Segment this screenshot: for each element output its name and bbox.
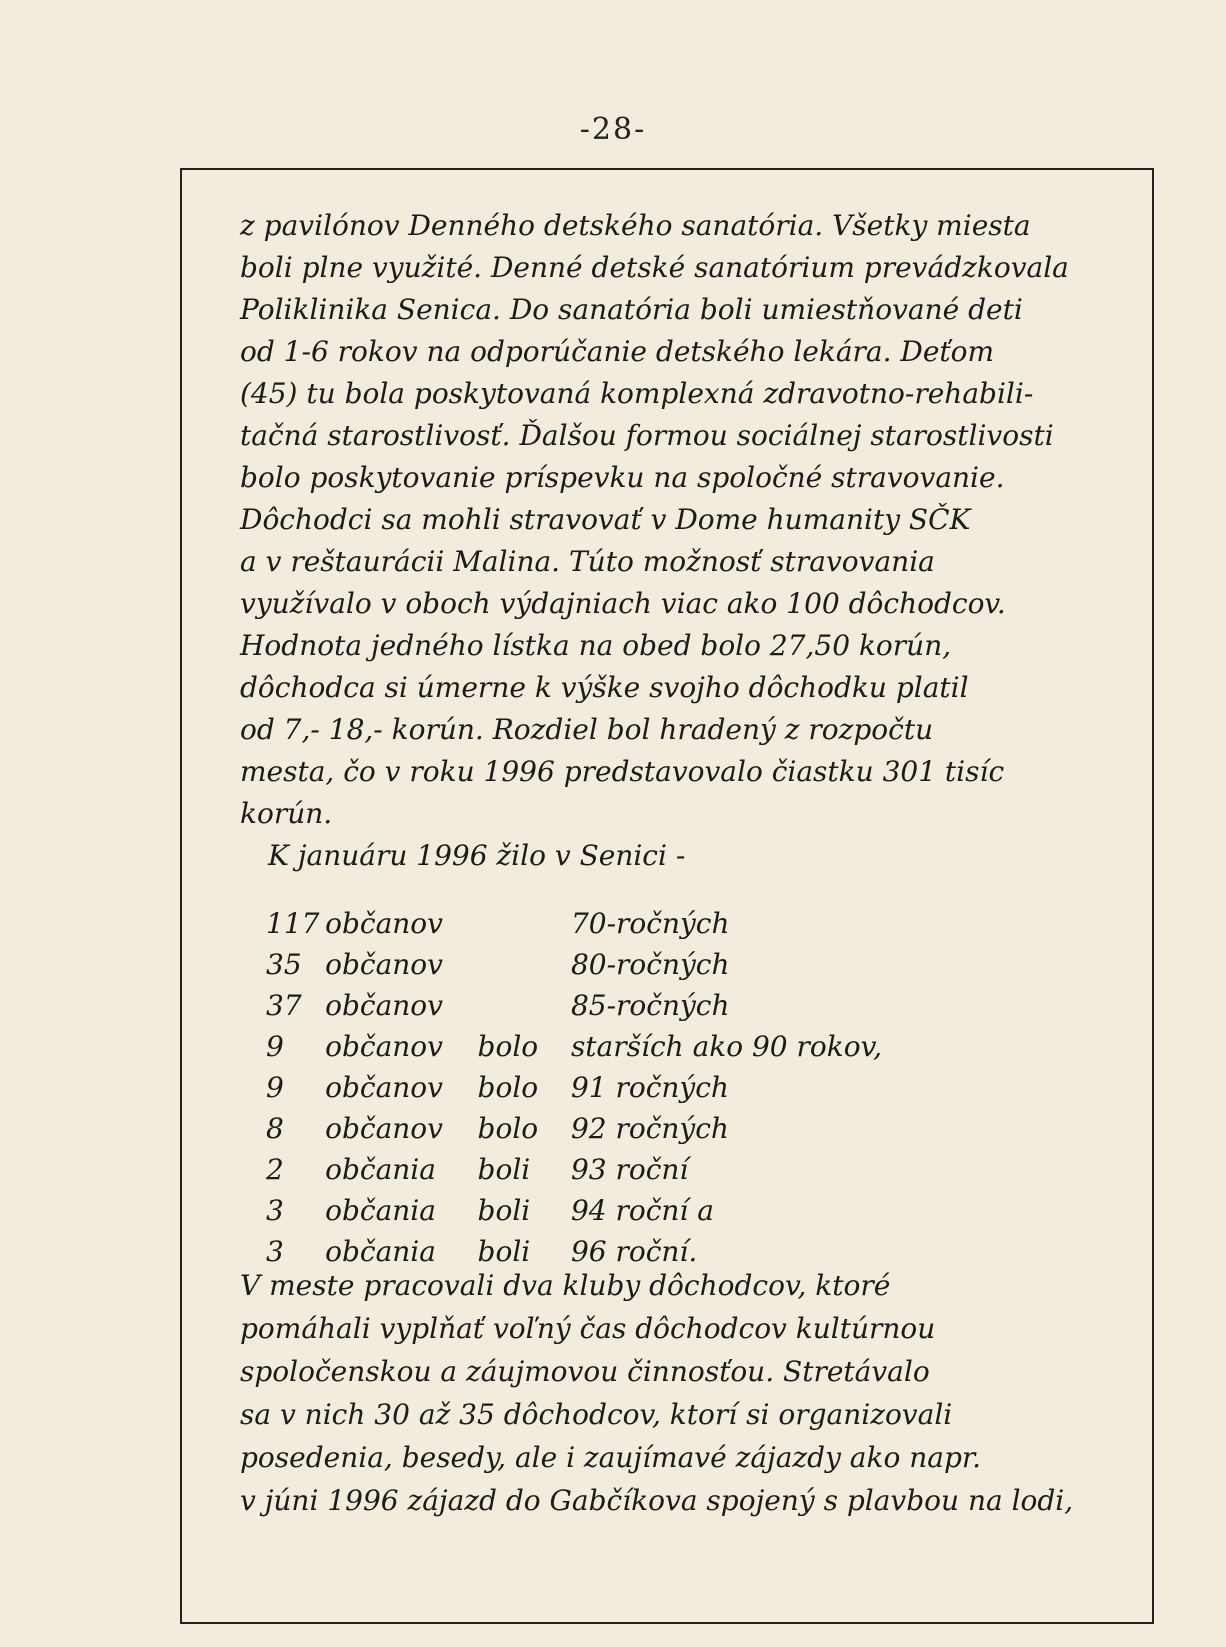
text-line: od 1-6 rokov na odporúčanie detského lekára. Deťom — [240, 335, 995, 368]
table-row — [262, 1190, 882, 1231]
verb-cell: boli — [477, 1235, 531, 1268]
text-line: posedenia, besedy, ale i zaujímavé zájazdy ako napr. — [240, 1441, 982, 1474]
text-line: dôchodca si úmerne k výške svojho dôchodku platil — [240, 671, 969, 704]
verb-cell: bolo — [477, 1030, 539, 1063]
table-row — [262, 1108, 882, 1149]
text-line: Poliklinika Senica. Do sanatória boli umiestňované deti — [240, 293, 1023, 326]
verb-cell: bolo — [477, 1071, 539, 1104]
age-cell: 80-ročných — [570, 948, 730, 981]
age-cell: starších ako 90 rokov, — [570, 1030, 882, 1063]
who-cell: občanov — [325, 907, 443, 940]
text-line: mesta, čo v roku 1996 predstavovalo čiastku 301 tisíc — [240, 755, 1005, 788]
age-cell: 85-ročných — [570, 989, 730, 1022]
count-cell: 3 — [266, 1235, 284, 1268]
text-line: pomáhali vyplňať voľný čas dôchodcov kultúrnou — [240, 1312, 936, 1345]
text-line: z pavilónov Denného detského sanatória. Všetky miesta — [240, 209, 1031, 242]
text-line: V meste pracovali dva kluby dôchodcov, ktoré — [240, 1269, 891, 1302]
age-cell: 92 ročných — [570, 1112, 729, 1145]
who-cell: občanov — [325, 1071, 443, 1104]
count-cell: 8 — [266, 1112, 284, 1145]
text-line: korún. — [240, 797, 333, 830]
age-cell: 70-ročných — [570, 907, 730, 940]
verb-cell — [478, 944, 571, 985]
verb-cell: boli — [477, 1153, 531, 1186]
text-line: sa v nich 30 až 35 dôchodcov, ktorí si organizovali — [240, 1398, 953, 1431]
age-cell: 91 ročných — [570, 1071, 729, 1104]
count-cell: 37 — [266, 989, 302, 1022]
age-cell: 96 roční. — [570, 1235, 698, 1268]
age-cell: 94 roční a — [570, 1194, 714, 1227]
table-row — [262, 1067, 882, 1108]
age-cell: 93 roční — [570, 1153, 689, 1186]
text-line: bolo poskytovanie príspevku na spoločné stravovanie. — [240, 461, 1005, 494]
who-cell: občania — [325, 1194, 436, 1227]
who-cell: občanov — [325, 1112, 443, 1145]
verb-cell — [478, 985, 571, 1026]
count-cell: 3 — [266, 1194, 284, 1227]
age-table — [262, 903, 882, 1272]
who-cell: občania — [325, 1153, 436, 1186]
text-line: tačná starostlivosť. Ďalšou formou sociálnej starostlivosti — [240, 419, 1054, 452]
count-cell: 9 — [266, 1071, 284, 1104]
closing-lines — [240, 1264, 1120, 1522]
verb-cell: boli — [477, 1194, 531, 1227]
who-cell: občania — [325, 1235, 436, 1268]
text-line: boli plne využité. Denné detské sanatórium prevádzkovala — [240, 251, 1069, 284]
who-cell: občanov — [325, 989, 443, 1022]
count-cell: 2 — [266, 1153, 284, 1186]
intro-line: K januáru 1996 žilo v Senici - — [268, 839, 686, 872]
table-row — [262, 985, 882, 1026]
text-line: Dôchodci sa mohli stravovať v Dome humanity SČK — [240, 503, 971, 536]
page-number: -28- — [579, 112, 647, 147]
table-row — [262, 903, 882, 944]
text-line: spoločenskou a záujmovou činnosťou. Stretávalo — [240, 1355, 930, 1388]
who-cell: občanov — [325, 1030, 443, 1063]
text-line: v júni 1996 zájazd do Gabčíkova spojený s plavbou na lodi, — [240, 1484, 1074, 1517]
who-cell: občanov — [325, 948, 443, 981]
count-cell: 9 — [266, 1030, 284, 1063]
table-row — [262, 1149, 882, 1190]
paragraph-lines — [240, 205, 1120, 877]
text-line: od 7,- 18,- korún. Rozdiel bol hradený z rozpočtu — [240, 713, 934, 746]
text-line: Hodnota jedného lístka na obed bolo 27,50 korún, — [240, 629, 952, 662]
verb-cell: bolo — [477, 1112, 539, 1145]
text-line: využívalo v oboch výdajniach viac ako 100 dôchodcov. — [240, 587, 1006, 620]
verb-cell — [478, 903, 571, 944]
count-cell: 117 — [266, 907, 320, 940]
text-line: a v reštaurácii Malina. Túto možnosť stravovania — [240, 545, 935, 578]
count-cell: 35 — [266, 948, 302, 981]
table-row — [262, 1026, 882, 1067]
table-row — [262, 944, 882, 985]
text-line: (45) tu bola poskytovaná komplexná zdravotno-rehabili- — [240, 377, 1034, 410]
